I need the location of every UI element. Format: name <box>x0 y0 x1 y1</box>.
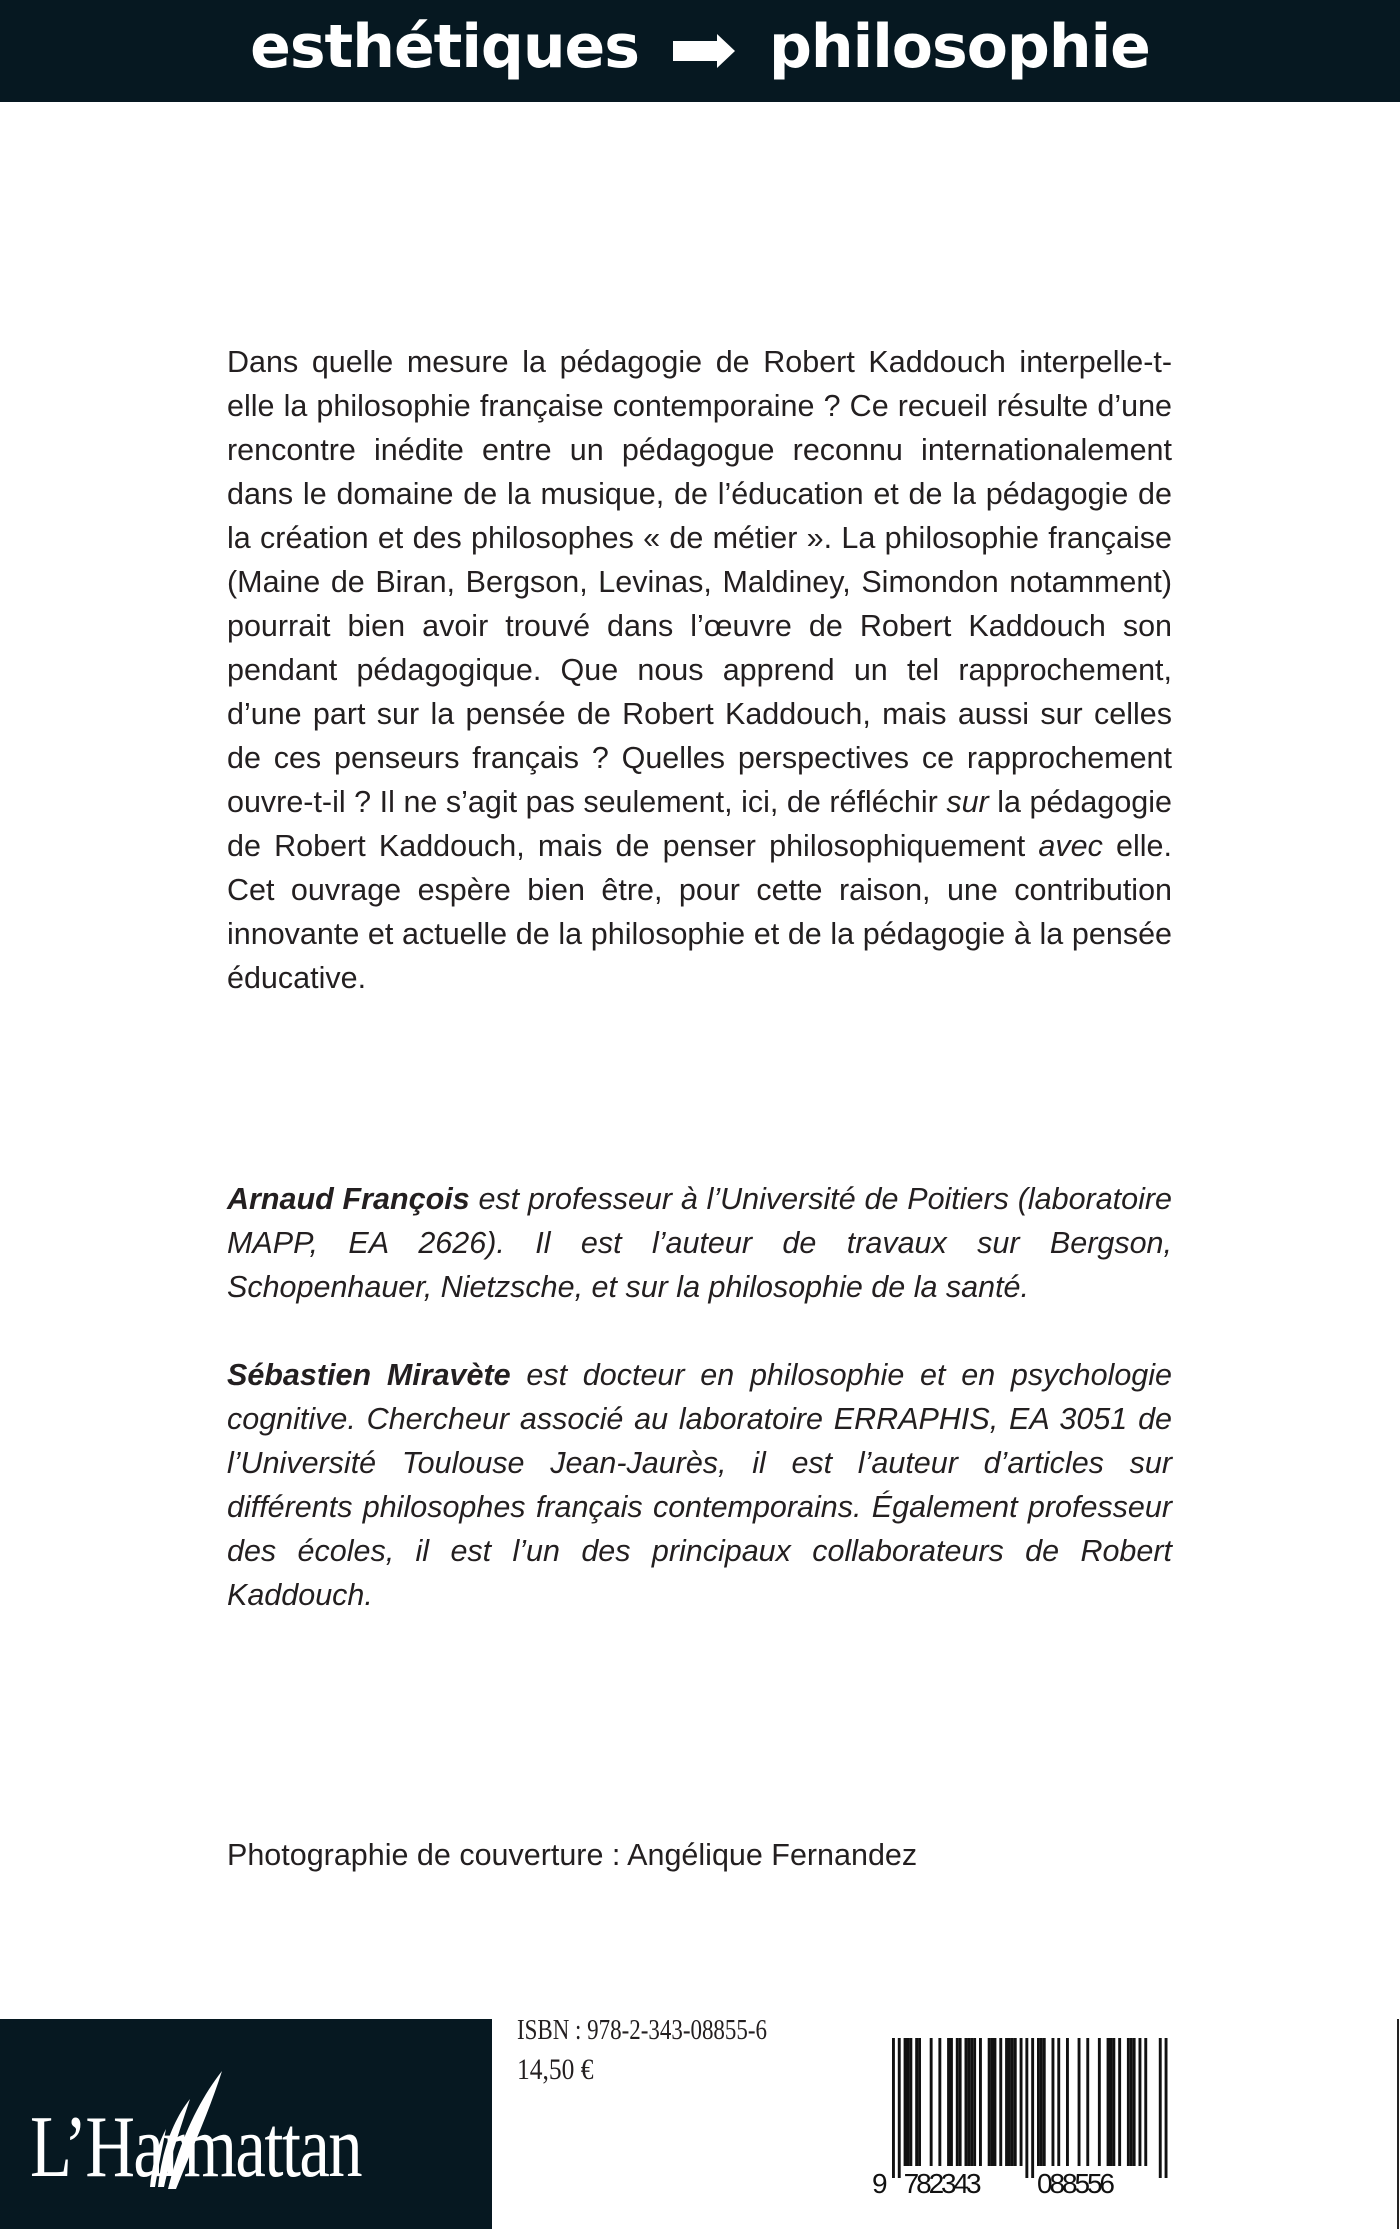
barcode-bar <box>947 2038 950 2166</box>
barcode-bar <box>938 2038 941 2166</box>
barcode-bar <box>892 2038 895 2178</box>
barcode-bar <box>994 2038 997 2166</box>
photo-credit: Photographie de couverture : Angélique Fernandez <box>227 1838 918 1872</box>
barcode-bar <box>999 2038 1002 2166</box>
barcode-digits: 088556 <box>1037 2168 1115 2199</box>
barcode-bar <box>973 2038 976 2166</box>
barcode-bar <box>988 2038 991 2166</box>
author-bio: Arnaud François est professeur à l’Université de Poitiers (laboratoire MAPP, EA 2626). Il est l’auteur de travaux sur Bergson, Schopenhauer, Nietzsche, et sur la philosophie de la santé. <box>227 1182 1172 1304</box>
barcode-bar <box>1011 2038 1014 2166</box>
barcode-bar <box>1057 2038 1060 2166</box>
barcode-bar <box>1043 2038 1046 2166</box>
barcode-bar <box>1066 2038 1069 2166</box>
barcode-bar <box>956 2038 959 2166</box>
summary-text-2: Il ne s’agit pas seulement, ici, de réfléchir sur la pédagogie de Robert Kaddouch, mais de penser philosophiquement avec elle. Cet ouvrage espère bien être, pour cette raison, une contribution innovante et actuelle de la philosophie et de la pédagogie à la pensée éducative. <box>227 785 1172 995</box>
barcode-bar <box>1107 2038 1110 2166</box>
right-arrow-icon <box>673 34 735 68</box>
barcode-bar <box>1133 2038 1136 2166</box>
author-name: Sébastien Miravète <box>227 1358 511 1392</box>
barcode-bar <box>959 2038 962 2166</box>
barcode-bar <box>907 2038 910 2166</box>
barcode-bar <box>1052 2038 1055 2166</box>
author-bio: Sébastien Miravète est docteur en philosophie et en psychologie cognitive. Chercheur associé au laboratoire ERRAPHIS, EA 3051 de l’Université Toulouse Jean-Jaurès, il est l’auteur d’articles sur différents philosophes français contemporains. Également professeur des écoles, il est l’un des principaux collaborateurs de Robert Kaddouch. <box>227 1358 1172 1612</box>
barcode-bar <box>1112 2038 1115 2166</box>
barcode-bar <box>909 2038 912 2166</box>
publisher-logo <box>0 2019 492 2229</box>
barcode <box>870 2038 1170 2203</box>
barcode-bar <box>1008 2038 1011 2166</box>
barcode-bar <box>1144 2038 1147 2166</box>
barcode-bar <box>1110 2038 1113 2166</box>
edge-line <box>1397 2019 1399 2229</box>
barcode-bar <box>898 2038 901 2178</box>
series-right: philosophie <box>768 12 1150 82</box>
barcode-bar <box>1127 2038 1130 2166</box>
barcode-bar <box>1037 2038 1040 2166</box>
barcode-bar <box>918 2038 921 2166</box>
barcode-bar <box>1130 2038 1133 2166</box>
isbn: ISBN : 978-2-343-08855-6 <box>517 2015 767 2046</box>
barcode-bar <box>1014 2038 1017 2166</box>
barcode-bar <box>1086 2038 1089 2166</box>
barcode-bar <box>965 2038 968 2166</box>
barcode-bar <box>1159 2038 1162 2178</box>
barcode-bar <box>915 2038 918 2166</box>
publisher-logo-text: L’Harmattan <box>30 2099 362 2196</box>
barcode-bar <box>979 2038 982 2166</box>
barcode-bar <box>930 2038 933 2166</box>
barcode-bar <box>1040 2038 1043 2166</box>
barcode-bar <box>1139 2038 1142 2166</box>
barcode-digits: 9 <box>872 2168 888 2199</box>
barcode-bar <box>904 2038 907 2166</box>
barcode-bar <box>1118 2038 1121 2166</box>
book-summary <box>227 340 1172 1000</box>
barcode-bar <box>950 2038 953 2166</box>
summary-text: Dans quelle mesure la pédagogie de Robert Kaddouch interpelle-t-elle la philosophie française contemporaine ? Ce recueil résulte d’une rencontre inédite entre un pédagogue reconnu internationalement dans le domaine de la musique, de l’éducation et de la pédagogie de la création et des philosophes « de métier ». La philosophie française (Maine de Biran, Bergson, Levinas, Maldiney, Simondon notamment) pourrait bien avoir trouvé dans l’œuvre de Robert Kaddouch son pendant pédagogique. Que nous apprend un tel rapprochement, d’une part sur la pensée de Robert Kaddouch, mais aussi sur celles de ces penseurs français ? Quelles perspectives ce rapprochement ouvre-t-il ? <box>227 345 1172 819</box>
author-name: Arnaud François <box>227 1182 470 1216</box>
barcode-bar <box>970 2038 973 2166</box>
barcode-bar <box>1020 2038 1023 2166</box>
barcode-bar <box>1031 2038 1034 2178</box>
barcode-bar <box>1005 2038 1008 2166</box>
barcode-bar <box>1165 2038 1168 2178</box>
barcode-bar <box>991 2038 994 2166</box>
barcode-bar <box>1098 2038 1101 2166</box>
barcode-bar <box>1078 2038 1081 2166</box>
series-banner <box>0 0 1400 102</box>
price: 14,50 € <box>517 2053 594 2086</box>
barcode-bar <box>967 2038 970 2166</box>
series-left: esthétiques <box>250 12 639 82</box>
barcode-digits: 782343 <box>903 2168 982 2199</box>
barcode-bar <box>1025 2038 1028 2178</box>
